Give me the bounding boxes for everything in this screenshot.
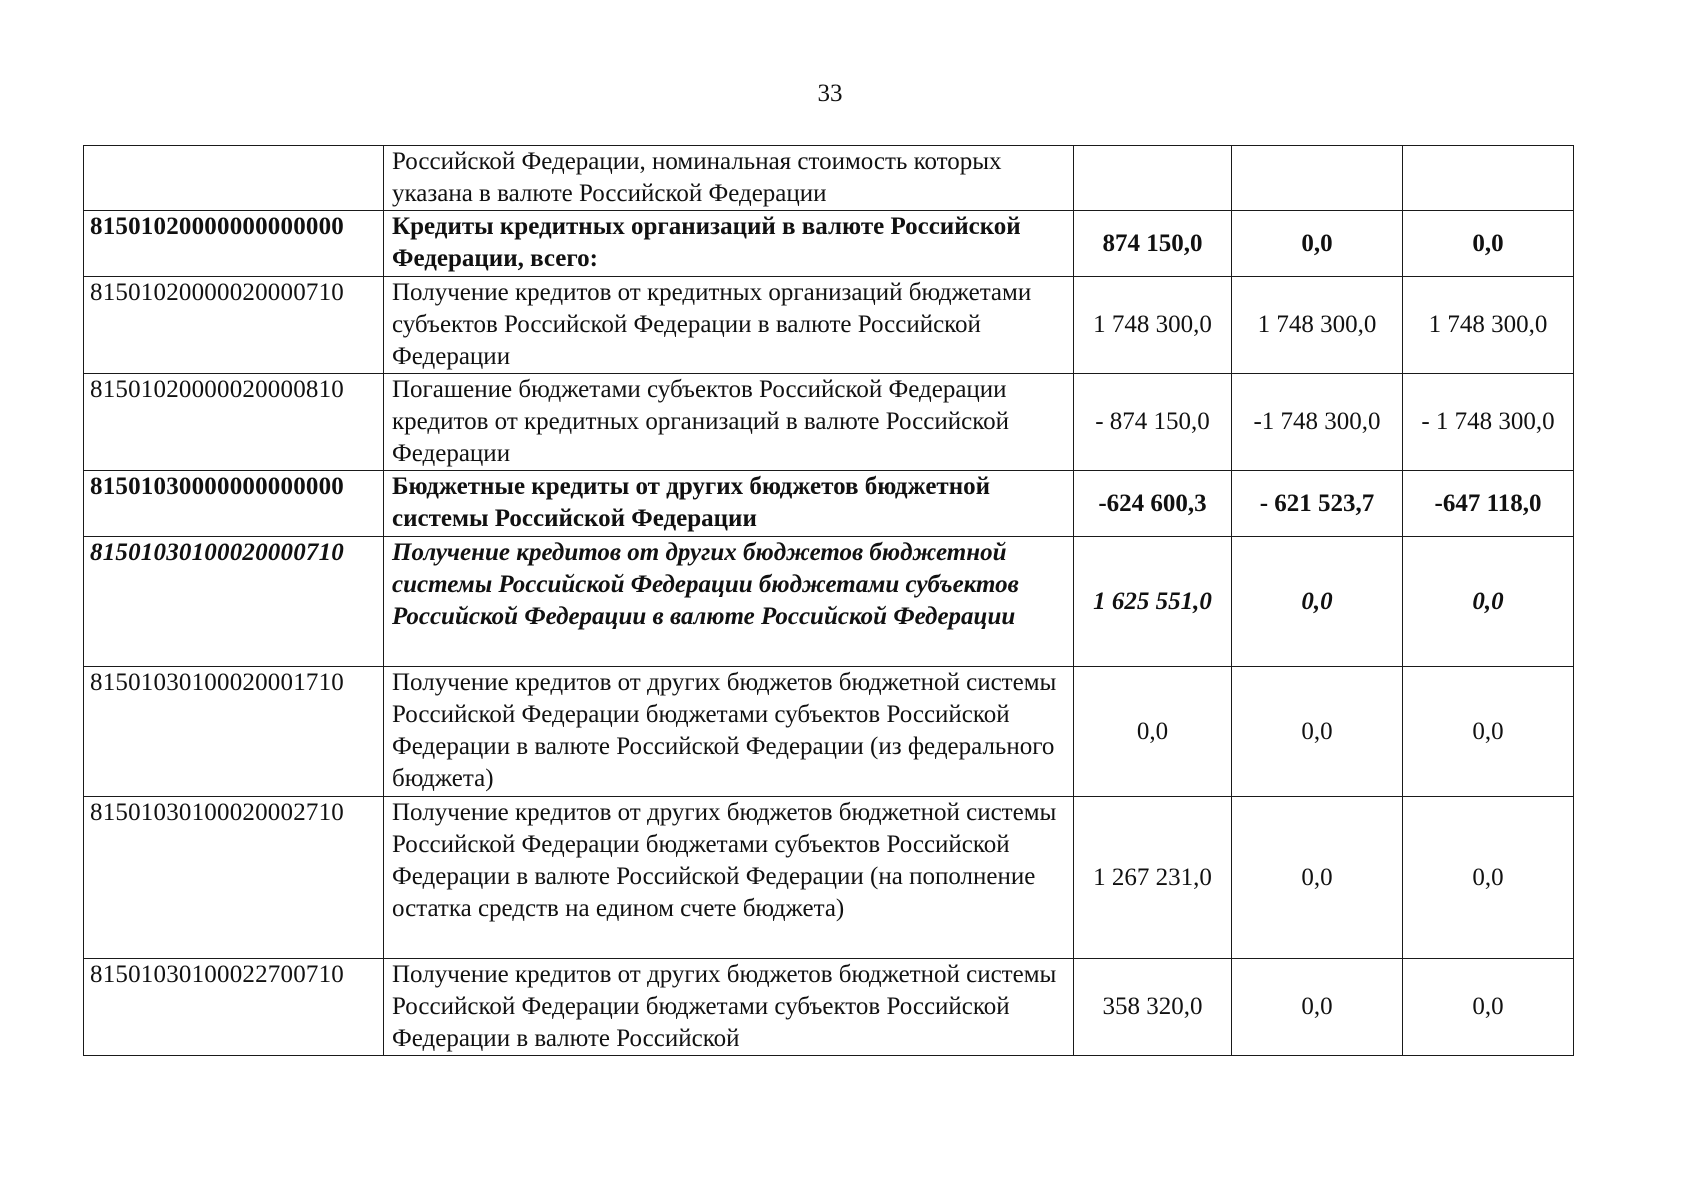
row-value-1: - 874 150,0: [1074, 374, 1232, 471]
row-code: 81501030000000000000: [84, 471, 384, 537]
row-value-3: 1 748 300,0: [1403, 277, 1574, 374]
row-value-2: - 621 523,7: [1232, 471, 1403, 537]
row-value-2: 0,0: [1232, 667, 1403, 797]
row-value-2: 1 748 300,0: [1232, 277, 1403, 374]
row-value-2: 0,0: [1232, 211, 1403, 277]
table-row: [84, 277, 1574, 374]
table-row: [84, 797, 1574, 959]
row-value-1: 1 267 231,0: [1074, 797, 1232, 959]
table-row: [84, 374, 1574, 471]
row-value-3: 0,0: [1403, 667, 1574, 797]
row-code: 81501020000020000710: [84, 277, 384, 374]
table-row: [84, 667, 1574, 797]
row-value-2: 0,0: [1232, 797, 1403, 959]
row-code: 81501030100020001710: [84, 667, 384, 797]
row-description: Получение кредитов от кредитных организаций бюджетами субъектов Российской Федерации в валюте Российской Федерации: [384, 277, 1074, 374]
page-number: 33: [817, 80, 843, 107]
table-row: [84, 211, 1574, 277]
row-value-3: 0,0: [1403, 537, 1574, 667]
table-row: [84, 959, 1574, 1056]
row-description: Получение кредитов от других бюджетов бюджетной системы Российской Федерации бюджетами субъектов Российской Федерации в валюте Российской Федерации (на пополнение остатка средств на едином счете бюджета): [384, 797, 1074, 959]
row-code: 81501030100022700710: [84, 959, 384, 1056]
row-value-1: -624 600,3: [1074, 471, 1232, 537]
row-value-3: 0,0: [1403, 797, 1574, 959]
row-description: Бюджетные кредиты от других бюджетов бюджетной системы Российской Федерации: [384, 471, 1074, 537]
row-value-3: 0,0: [1403, 211, 1574, 277]
row-code: 81501020000020000810: [84, 374, 384, 471]
row-description: Погашение бюджетами субъектов Российской Федерации кредитов от кредитных организаций в валюте Российской Федерации: [384, 374, 1074, 471]
row-description: Получение кредитов от других бюджетов бюджетной системы Российской Федерации бюджетами субъектов Российской Федерации в валюте Российской Федерации (из федерального бюджета): [384, 667, 1074, 797]
row-value-3: [1403, 146, 1574, 211]
row-value-1: [1074, 146, 1232, 211]
row-value-1: 1 748 300,0: [1074, 277, 1232, 374]
row-description: Российской Федерации, номинальная стоимость которых указана в валюте Российской Федерации: [384, 146, 1074, 211]
budget-table: [83, 145, 1574, 1056]
row-code: 81501030100020000710: [84, 537, 384, 667]
row-value-3: 0,0: [1403, 959, 1574, 1056]
row-value-1: 0,0: [1074, 667, 1232, 797]
row-description: Получение кредитов от других бюджетов бюджетной системы Российской Федерации бюджетами субъектов Российской Федерации в валюте Российской Федерации: [384, 537, 1074, 667]
row-value-2: 0,0: [1232, 959, 1403, 1056]
row-value-2: 0,0: [1232, 537, 1403, 667]
row-value-1: 874 150,0: [1074, 211, 1232, 277]
table-row: [84, 537, 1574, 667]
row-code: 81501030100020002710: [84, 797, 384, 959]
row-description: Кредиты кредитных организаций в валюте Российской Федерации, всего:: [384, 211, 1074, 277]
row-code: 81501020000000000000: [84, 211, 384, 277]
row-value-2: -1 748 300,0: [1232, 374, 1403, 471]
row-value-3: -647 118,0: [1403, 471, 1574, 537]
row-value-1: 358 320,0: [1074, 959, 1232, 1056]
row-description: Получение кредитов от других бюджетов бюджетной системы Российской Федерации бюджетами субъектов Российской Федерации в валюте Российской: [384, 959, 1074, 1056]
row-code: [84, 146, 384, 211]
row-value-3: - 1 748 300,0: [1403, 374, 1574, 471]
row-value-2: [1232, 146, 1403, 211]
table-row: [84, 146, 1574, 211]
row-value-1: 1 625 551,0: [1074, 537, 1232, 667]
table-row: [84, 471, 1574, 537]
